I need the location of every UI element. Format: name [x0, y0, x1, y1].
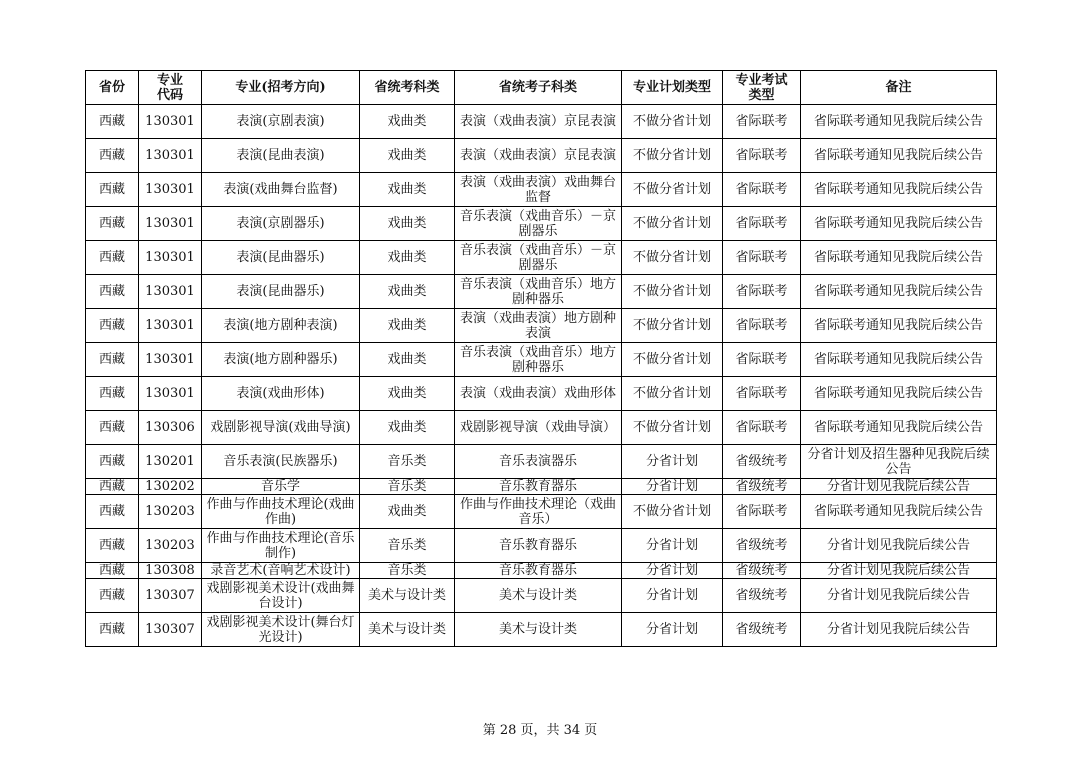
table-cell: 音乐表演器乐: [455, 445, 622, 479]
table-cell: 省际联考: [723, 343, 801, 377]
table-cell: 表演(昆曲器乐): [202, 275, 360, 309]
table-cell: 省际联考: [723, 377, 801, 411]
table-cell: 不做分省计划: [622, 173, 723, 207]
table-cell: 130306: [139, 411, 202, 445]
table-cell: 130301: [139, 207, 202, 241]
table-cell: 表演（戏曲表演）京昆表演: [455, 139, 622, 173]
table-cell: 130301: [139, 173, 202, 207]
column-header: 专业计划类型: [622, 71, 723, 105]
table-cell: 戏曲类: [360, 377, 455, 411]
table-cell: 戏曲类: [360, 241, 455, 275]
table-cell: 表演(戏曲舞台监督): [202, 173, 360, 207]
table-cell: 音乐表演(民族器乐): [202, 445, 360, 479]
table-cell: 表演(昆曲器乐): [202, 241, 360, 275]
table-row: [86, 207, 997, 241]
table-cell: 130203: [139, 495, 202, 529]
table-cell: 表演(地方剧种器乐): [202, 343, 360, 377]
table-cell: 戏剧影视美术设计(戏曲舞台设计): [202, 579, 360, 613]
table-cell: 音乐表演（戏曲音乐）－京剧器乐: [455, 207, 622, 241]
table-cell: 省际联考通知见我院后续公告: [801, 207, 997, 241]
table-cell: 戏曲类: [360, 207, 455, 241]
table-row: [86, 343, 997, 377]
table-cell: 美术与设计类: [455, 613, 622, 647]
table-cell: 表演(京剧器乐): [202, 207, 360, 241]
table-cell: 音乐类: [360, 445, 455, 479]
table-cell: 音乐类: [360, 479, 455, 495]
table-cell: 不做分省计划: [622, 343, 723, 377]
column-header: 省份: [86, 71, 139, 105]
table-cell: 戏曲类: [360, 495, 455, 529]
table-cell: 戏曲类: [360, 105, 455, 139]
table-cell: 作曲与作曲技术理论(音乐制作): [202, 529, 360, 563]
table-cell: 省际联考: [723, 495, 801, 529]
admissions-table: [85, 70, 997, 647]
table-cell: 戏剧影视导演（戏曲导演）: [455, 411, 622, 445]
table-cell: 分省计划: [622, 563, 723, 579]
table-cell: 省际联考: [723, 411, 801, 445]
table-cell: 西藏: [86, 309, 139, 343]
table-row: [86, 563, 997, 579]
table-cell: 省际联考通知见我院后续公告: [801, 309, 997, 343]
table-cell: 省际联考通知见我院后续公告: [801, 241, 997, 275]
table-cell: 省际联考: [723, 241, 801, 275]
table-cell: 省际联考: [723, 139, 801, 173]
header-row: [86, 71, 997, 105]
table-cell: 表演（戏曲表演）地方剧种表演: [455, 309, 622, 343]
table-cell: 分省计划: [622, 579, 723, 613]
table-cell: 不做分省计划: [622, 207, 723, 241]
table-cell: 130202: [139, 479, 202, 495]
table-cell: 美术与设计类: [360, 579, 455, 613]
column-header: 省统考科类: [360, 71, 455, 105]
table-row: [86, 579, 997, 613]
table-cell: 分省计划: [622, 445, 723, 479]
table-row: [86, 479, 997, 495]
table-cell: 130203: [139, 529, 202, 563]
table-cell: 西藏: [86, 529, 139, 563]
table-cell: 130301: [139, 377, 202, 411]
table-cell: 音乐类: [360, 563, 455, 579]
table-cell: 省际联考通知见我院后续公告: [801, 139, 997, 173]
table-cell: 戏曲类: [360, 139, 455, 173]
table-cell: 分省计划: [622, 529, 723, 563]
table-cell: 戏曲类: [360, 411, 455, 445]
table-cell: 西藏: [86, 479, 139, 495]
table-row: [86, 529, 997, 563]
table-cell: 表演（戏曲表演）戏曲形体: [455, 377, 622, 411]
table-row: [86, 105, 997, 139]
column-header: 省统考子科类: [455, 71, 622, 105]
table-cell: 戏剧影视美术设计(舞台灯光设计): [202, 613, 360, 647]
table-cell: 音乐表演（戏曲音乐）地方剧种器乐: [455, 343, 622, 377]
table-cell: 西藏: [86, 343, 139, 377]
table-body: [86, 105, 997, 647]
table-cell: 音乐教育器乐: [455, 529, 622, 563]
table-cell: 省际联考: [723, 105, 801, 139]
table-row: [86, 445, 997, 479]
table-cell: 西藏: [86, 241, 139, 275]
table-cell: 音乐教育器乐: [455, 563, 622, 579]
table-cell: 省际联考: [723, 173, 801, 207]
table-cell: 省级统考: [723, 445, 801, 479]
table-cell: 省际联考通知见我院后续公告: [801, 343, 997, 377]
table-row: [86, 411, 997, 445]
table-cell: 省际联考: [723, 309, 801, 343]
table-cell: 西藏: [86, 613, 139, 647]
table-cell: 西藏: [86, 275, 139, 309]
table-cell: 不做分省计划: [622, 275, 723, 309]
table-cell: 130301: [139, 343, 202, 377]
table-cell: 美术与设计类: [360, 613, 455, 647]
table-cell: 130308: [139, 563, 202, 579]
table-cell: 分省计划见我院后续公告: [801, 529, 997, 563]
table-cell: 分省计划见我院后续公告: [801, 563, 997, 579]
page-number-footer: 第 28 页，共 34 页: [482, 723, 598, 738]
table-cell: 作曲与作曲技术理论（戏曲音乐）: [455, 495, 622, 529]
table-cell: 分省计划及招生器种见我院后续公告: [801, 445, 997, 479]
table-cell: 分省计划见我院后续公告: [801, 479, 997, 495]
table-cell: 音乐表演（戏曲音乐）－京剧器乐: [455, 241, 622, 275]
table-cell: 分省计划: [622, 479, 723, 495]
column-header: 专业(招考方向): [202, 71, 360, 105]
table-cell: 西藏: [86, 377, 139, 411]
table-row: [86, 275, 997, 309]
table-cell: 130307: [139, 613, 202, 647]
table-cell: 西藏: [86, 563, 139, 579]
table-cell: 西藏: [86, 139, 139, 173]
table-cell: 表演(戏曲形体): [202, 377, 360, 411]
table-cell: 表演（戏曲表演）戏曲舞台监督: [455, 173, 622, 207]
table-cell: 不做分省计划: [622, 241, 723, 275]
table-cell: 表演(地方剧种表演): [202, 309, 360, 343]
table-cell: 音乐学: [202, 479, 360, 495]
table-cell: 西藏: [86, 445, 139, 479]
table-row: [86, 309, 997, 343]
table-cell: 130301: [139, 105, 202, 139]
table-cell: 西藏: [86, 411, 139, 445]
table-cell: 130201: [139, 445, 202, 479]
table-cell: 音乐表演（戏曲音乐）地方剧种器乐: [455, 275, 622, 309]
table-row: [86, 377, 997, 411]
table-cell: 分省计划: [622, 613, 723, 647]
table-row: [86, 173, 997, 207]
table-cell: 戏曲类: [360, 343, 455, 377]
table-cell: 省级统考: [723, 613, 801, 647]
table-cell: 省际联考通知见我院后续公告: [801, 377, 997, 411]
table-cell: 省际联考: [723, 275, 801, 309]
table-row: [86, 613, 997, 647]
table-cell: 录音艺术(音响艺术设计): [202, 563, 360, 579]
table-cell: 戏曲类: [360, 173, 455, 207]
table-cell: 西藏: [86, 173, 139, 207]
table-cell: 不做分省计划: [622, 309, 723, 343]
table-cell: 音乐类: [360, 529, 455, 563]
table-cell: 不做分省计划: [622, 139, 723, 173]
table-cell: 省级统考: [723, 529, 801, 563]
table-cell: 130307: [139, 579, 202, 613]
table-row: [86, 241, 997, 275]
table-row: [86, 495, 997, 529]
column-header: 备注: [801, 71, 997, 105]
table-cell: 130301: [139, 139, 202, 173]
table-cell: 分省计划见我院后续公告: [801, 613, 997, 647]
table-cell: 戏剧影视导演(戏曲导演): [202, 411, 360, 445]
table-cell: 不做分省计划: [622, 411, 723, 445]
table-cell: 音乐教育器乐: [455, 479, 622, 495]
table-cell: 130301: [139, 309, 202, 343]
table-cell: 省际联考通知见我院后续公告: [801, 275, 997, 309]
table-cell: 西藏: [86, 105, 139, 139]
table-cell: 不做分省计划: [622, 377, 723, 411]
table-cell: 省级统考: [723, 479, 801, 495]
table-cell: 戏曲类: [360, 275, 455, 309]
table-cell: 省际联考通知见我院后续公告: [801, 495, 997, 529]
table-cell: 省际联考通知见我院后续公告: [801, 411, 997, 445]
table-cell: 美术与设计类: [455, 579, 622, 613]
table-cell: 表演(京剧表演): [202, 105, 360, 139]
table-cell: 省际联考通知见我院后续公告: [801, 173, 997, 207]
table-cell: 130301: [139, 241, 202, 275]
table-cell: 省际联考通知见我院后续公告: [801, 105, 997, 139]
table-cell: 西藏: [86, 495, 139, 529]
table-row: [86, 139, 997, 173]
table-cell: 省际联考: [723, 207, 801, 241]
table-cell: 不做分省计划: [622, 495, 723, 529]
table-cell: 省级统考: [723, 563, 801, 579]
table-cell: 不做分省计划: [622, 105, 723, 139]
table-cell: 表演（戏曲表演）京昆表演: [455, 105, 622, 139]
table-cell: 130301: [139, 275, 202, 309]
column-header: 专业考试类型: [723, 71, 801, 105]
table-cell: 表演(昆曲表演): [202, 139, 360, 173]
table-cell: 戏曲类: [360, 309, 455, 343]
column-header: 专业代码: [139, 71, 202, 105]
table-cell: 作曲与作曲技术理论(戏曲作曲): [202, 495, 360, 529]
table-cell: 西藏: [86, 579, 139, 613]
table-cell: 分省计划见我院后续公告: [801, 579, 997, 613]
table-cell: 西藏: [86, 207, 139, 241]
table-cell: 省级统考: [723, 579, 801, 613]
